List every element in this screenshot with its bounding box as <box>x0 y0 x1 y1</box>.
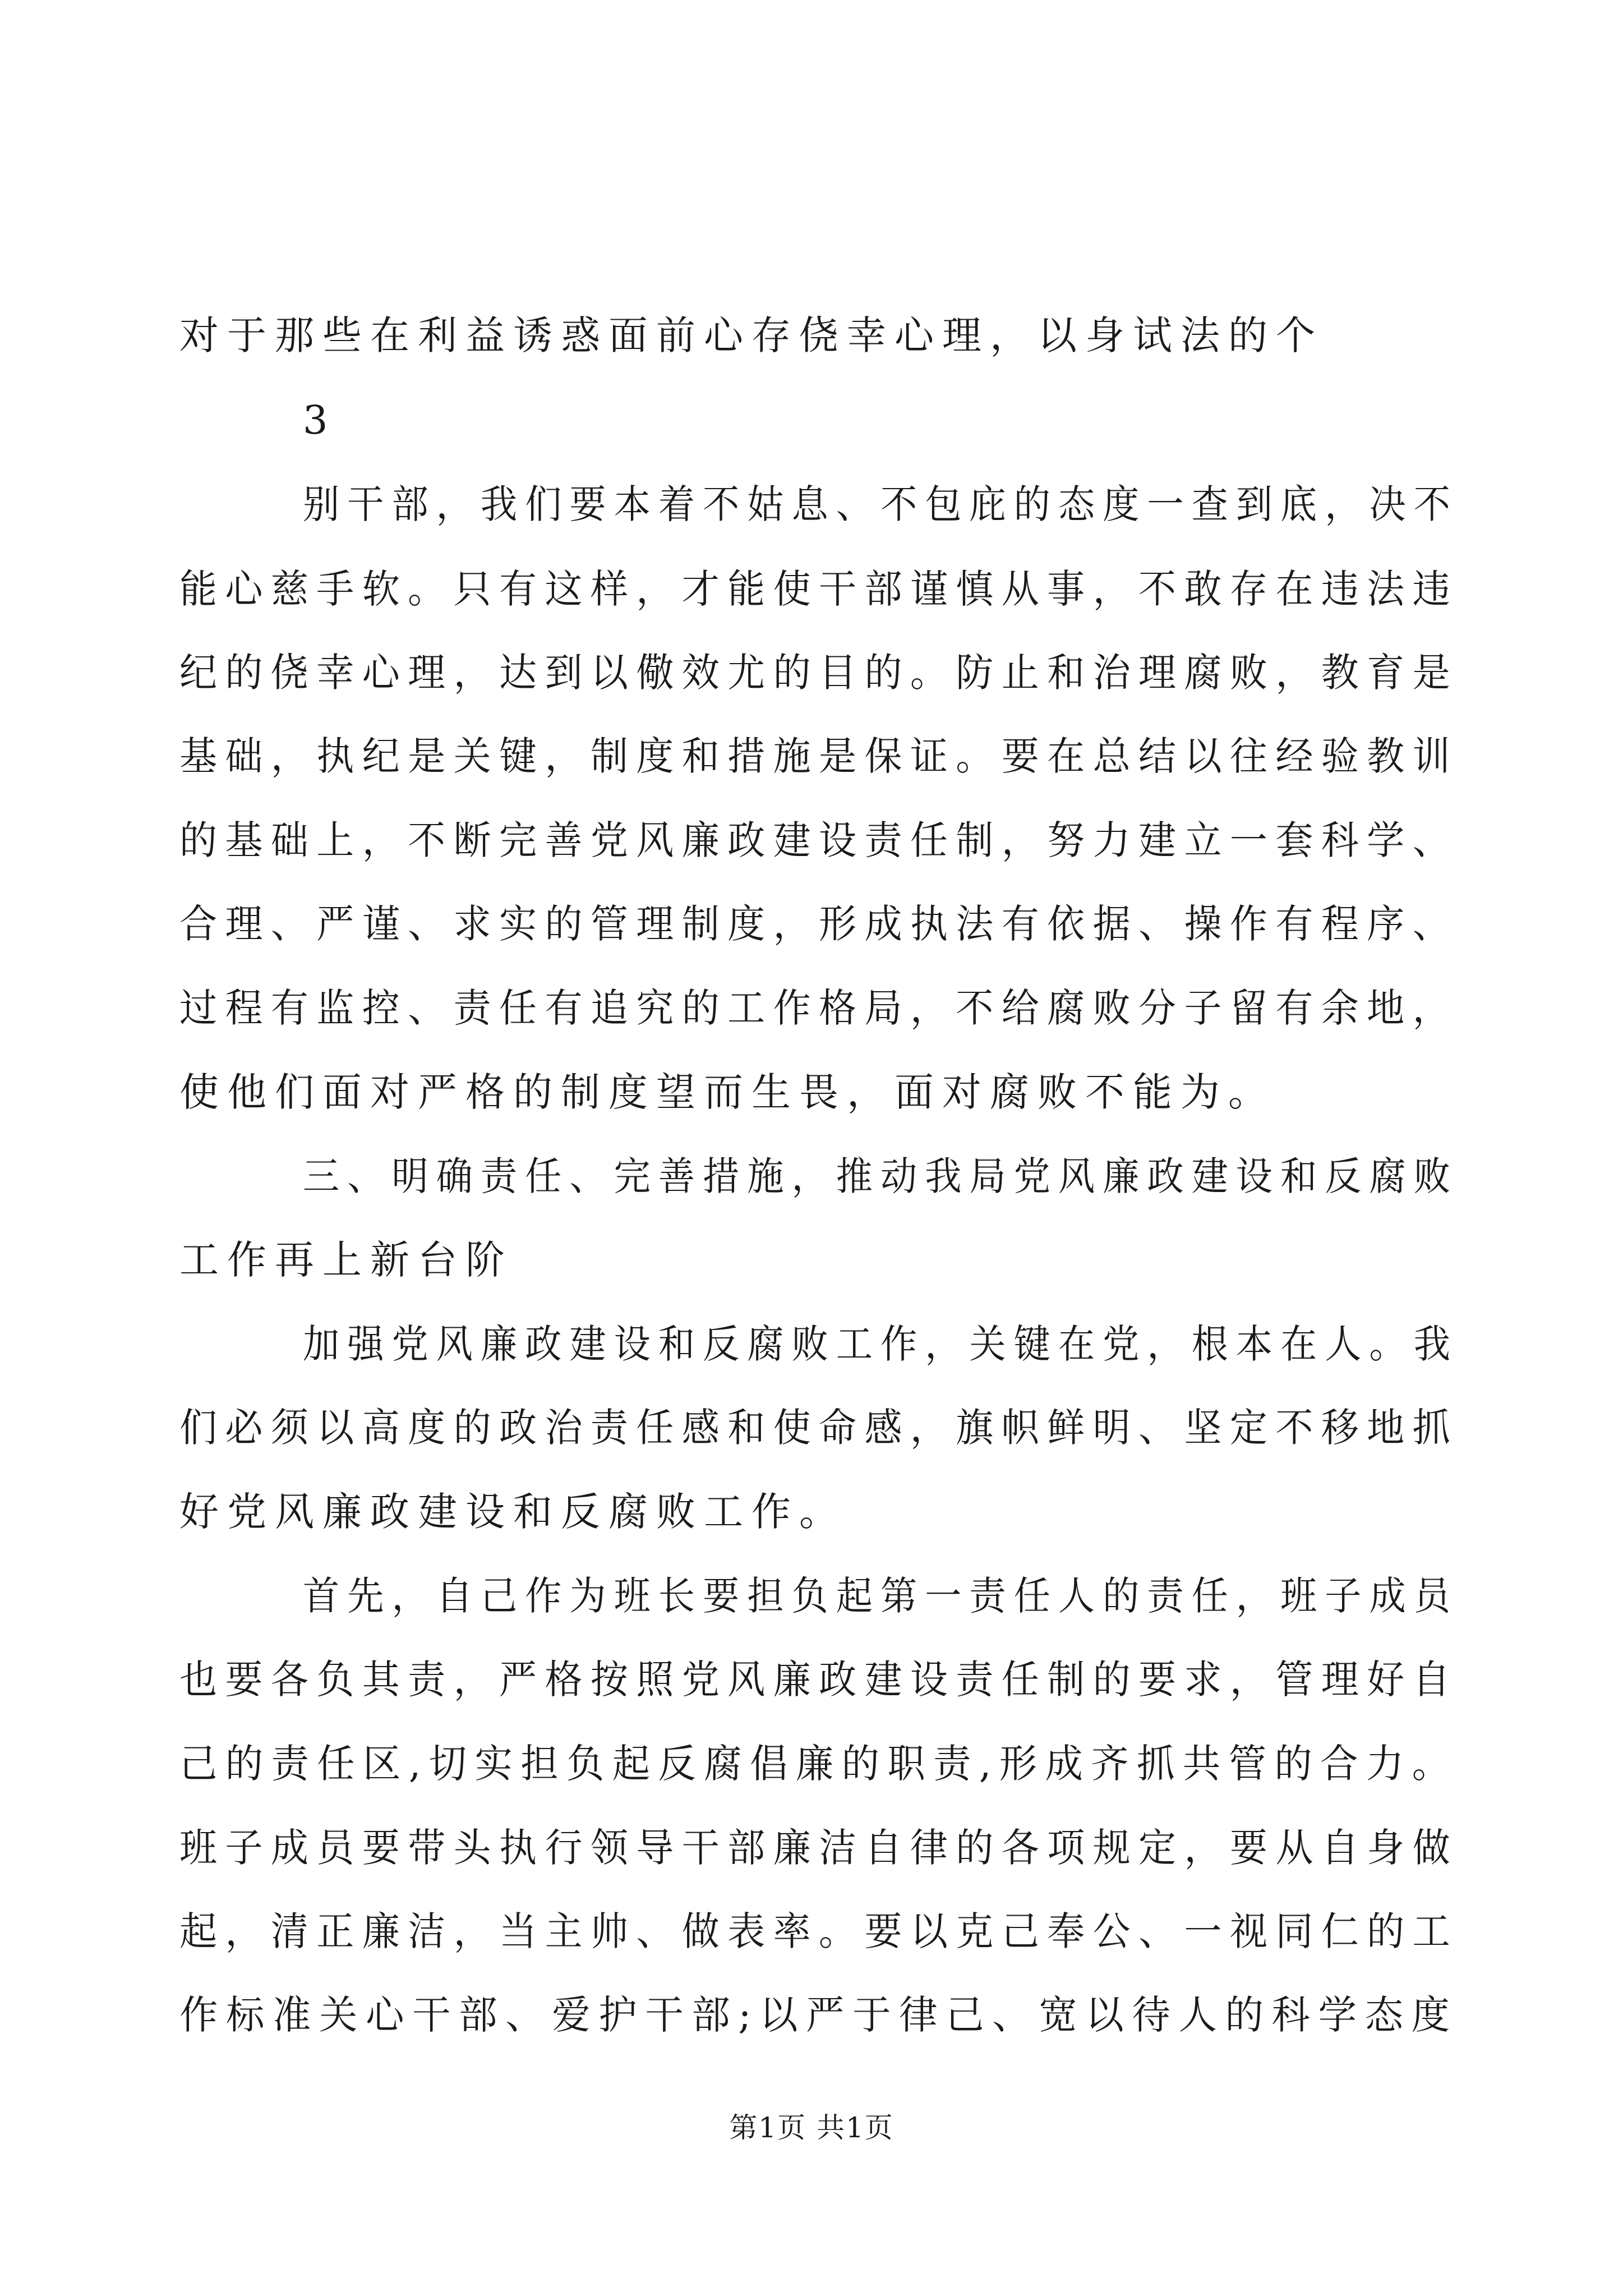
text-line: 班子成员要带头执行领导干部廉洁自律的各项规定，要从自身做 <box>179 1825 1459 1871</box>
text-line: 过程有监控、责任有追究的工作格局，不给腐败分子留有余地， <box>179 985 1459 1031</box>
section-heading: 三、明确责任、完善措施，推动我局党风廉政建设和反腐败 <box>303 1153 1458 1199</box>
text-line: 对于那些在利益诱惑面前心存侥幸心理，以身试法的个 <box>179 312 1324 358</box>
text-line: 加强党风廉政建设和反腐败工作，关键在党，根本在人。我 <box>303 1321 1458 1367</box>
text-line: 起，清正廉洁，当主帅、做表率。要以克己奉公、一视同仁的工 <box>179 1908 1459 1954</box>
section-heading: 工作再上新台阶 <box>179 1237 513 1283</box>
text-line: 好党风廉政建设和反腐败工作。 <box>179 1489 847 1535</box>
page-number-marker: 3 <box>303 397 336 443</box>
text-line: 们必须以高度的政治责任感和使命感，旗帜鲜明、坚定不移地抓 <box>179 1405 1459 1451</box>
text-line: 首先，自己作为班长要担负起第一责任人的责任，班子成员 <box>303 1573 1458 1619</box>
text-line: 作标准关心干部、爱护干部;以严于律己、宽以待人的科学态度 <box>179 1992 1458 2038</box>
text-line: 能心慈手软。只有这样，才能使干部谨慎从事，不敢存在违法违 <box>179 566 1459 612</box>
text-line: 纪的侥幸心理，达到以儆效尤的目的。防止和治理腐败，教育是 <box>179 650 1459 696</box>
text-line: 己的责任区,切实担负起反腐倡廉的职责,形成齐抓共管的合力。 <box>179 1741 1458 1787</box>
text-line: 合理、严谨、求实的管理制度，形成执法有依据、操作有程序、 <box>179 901 1459 947</box>
page-footer: 第1页 共1页 <box>729 2111 894 2144</box>
text-line: 别干部，我们要本着不姑息、不包庇的态度一查到底，决不 <box>303 481 1458 527</box>
text-line: 使他们面对严格的制度望而生畏，面对腐败不能为。 <box>179 1069 1276 1115</box>
text-line: 也要各负其责，严格按照党风廉政建设责任制的要求，管理好自 <box>179 1657 1459 1703</box>
text-line: 的基础上，不断完善党风廉政建设责任制，努力建立一套科学、 <box>179 817 1459 863</box>
text-line: 基础，执纪是关键，制度和措施是保证。要在总结以往经验教训 <box>179 733 1459 779</box>
